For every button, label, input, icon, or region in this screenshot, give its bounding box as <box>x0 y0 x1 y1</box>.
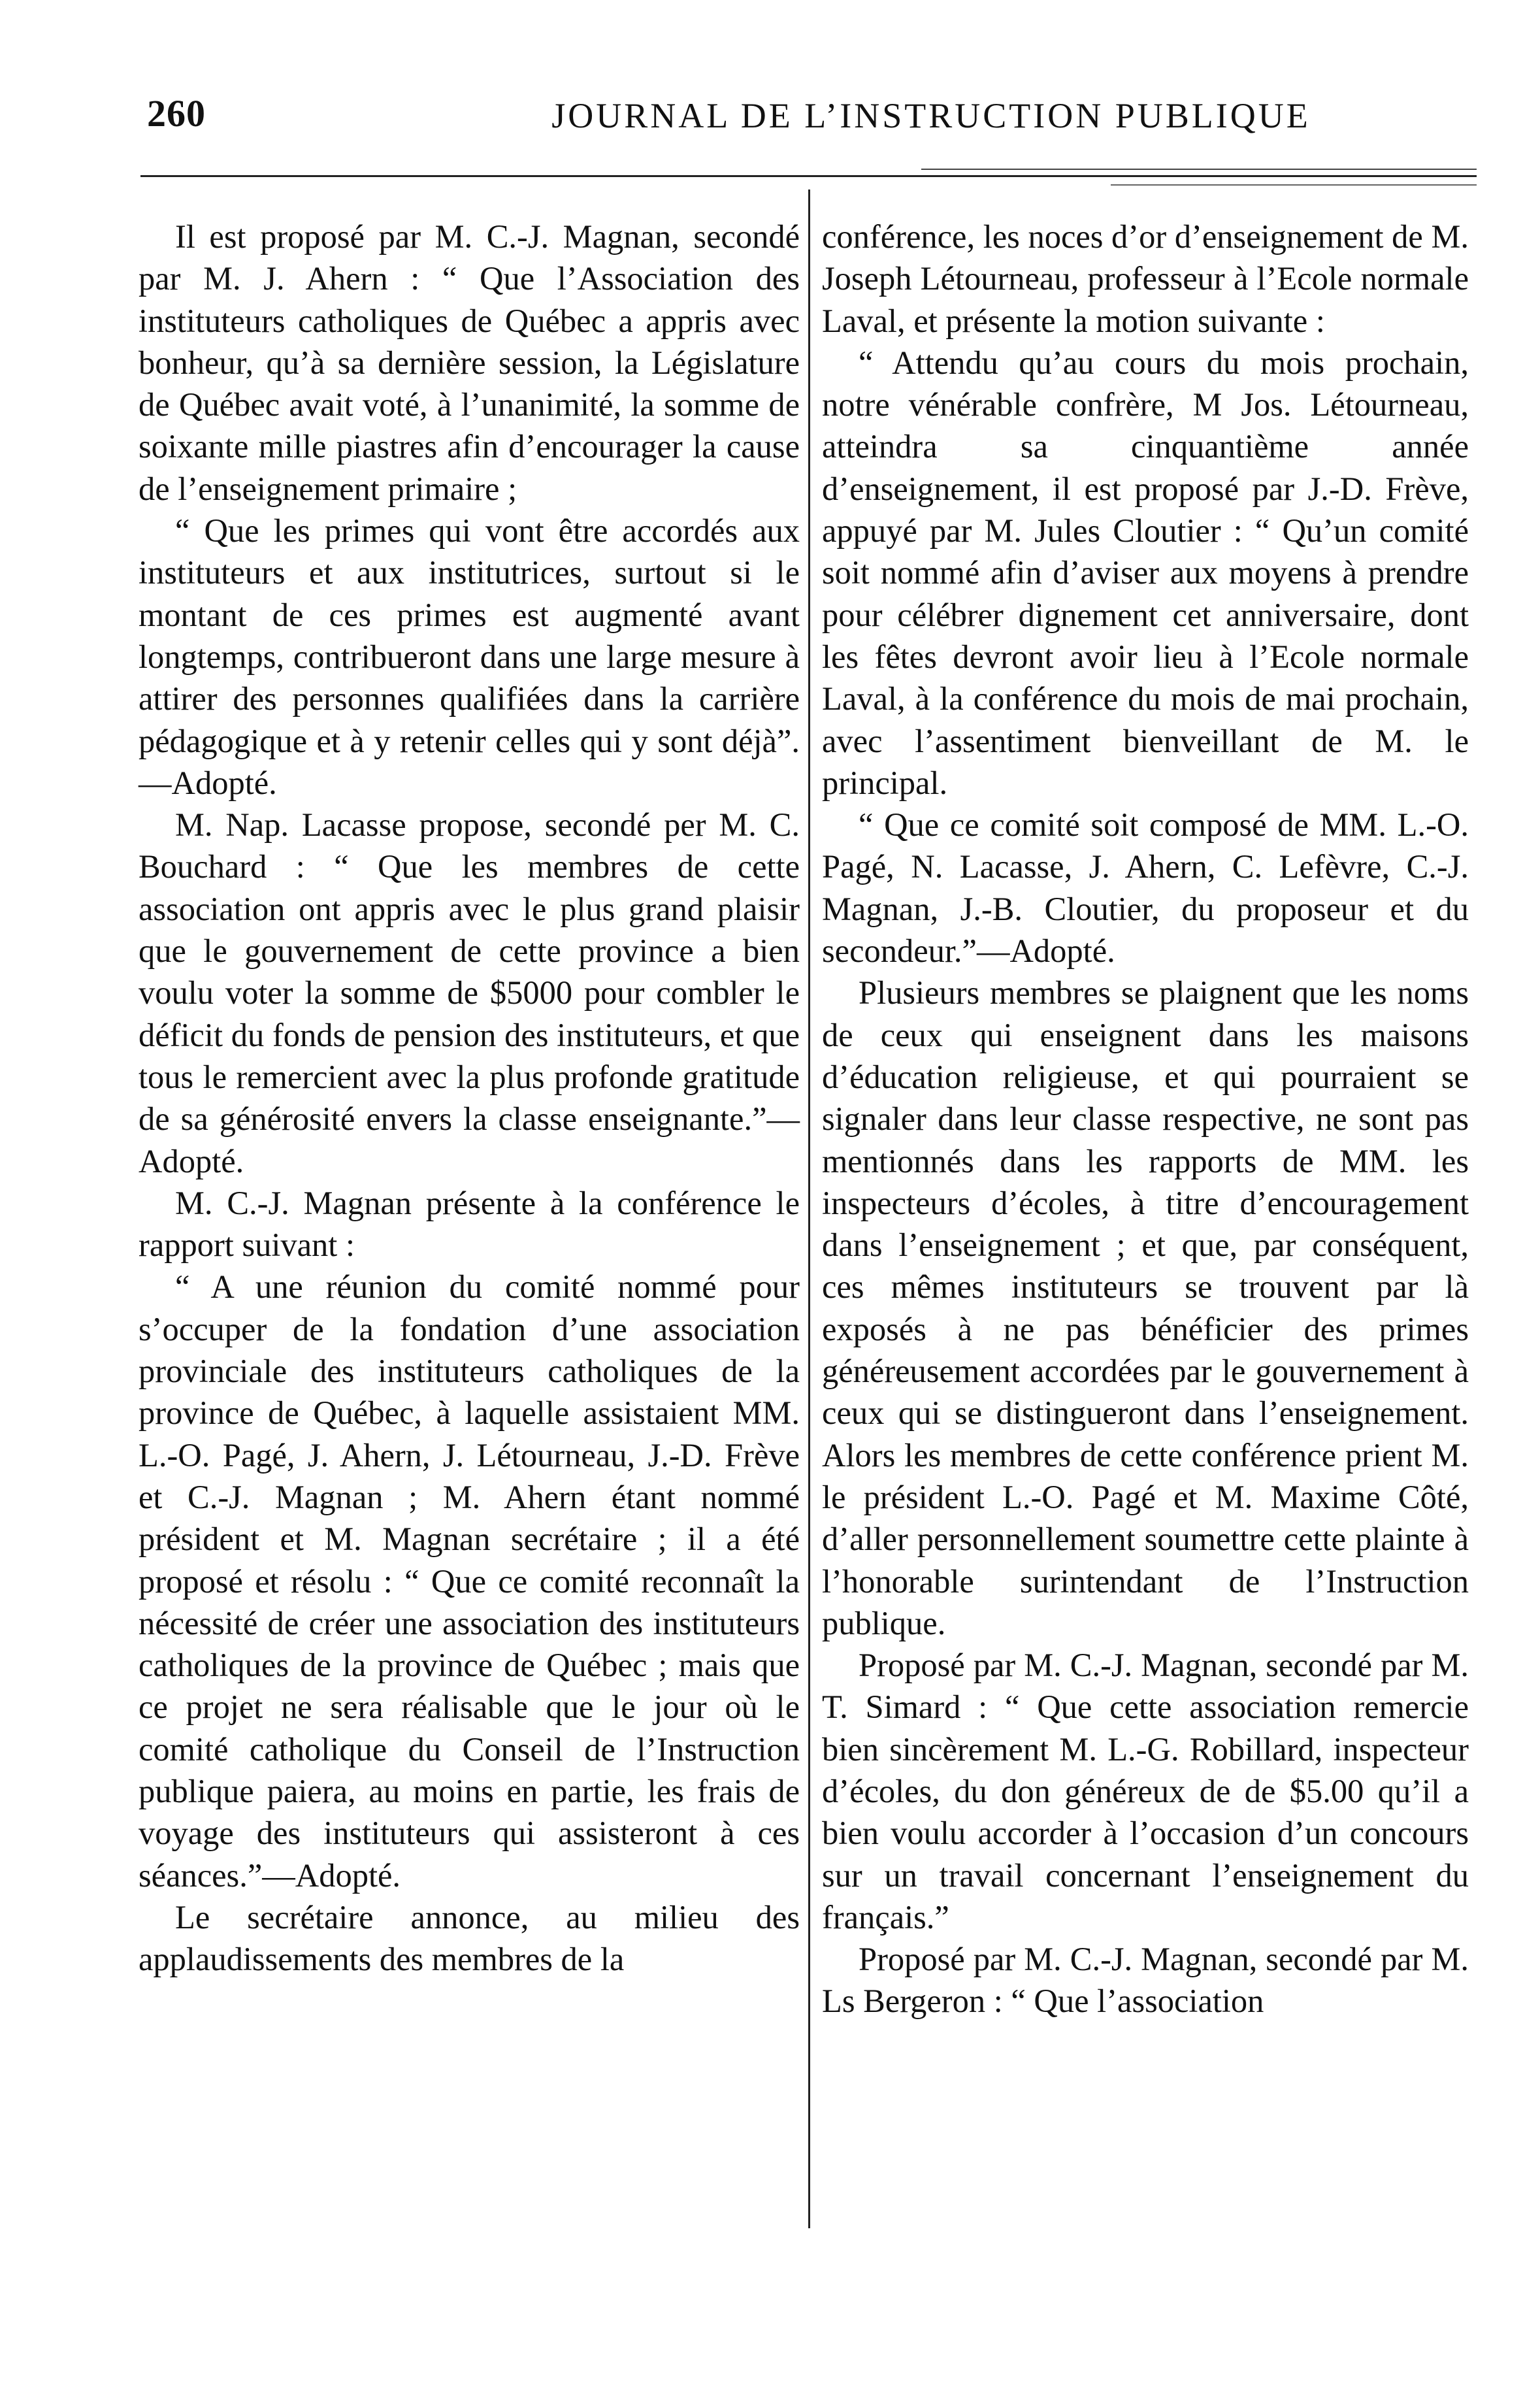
left-column <box>139 216 800 1980</box>
column-divider <box>808 190 810 2228</box>
paragraph: “ A une réunion du comité nommé pour s’occuper de la fondation d’une association provinciale des instituteurs catholiques de la province de Québec, à laquelle assistaient MM. L.-O. Pagé, J. Ahern, J. Létourneau, J.-D. Frève et C.-J. Magnan ; M. Ahern étant nommé président et M. Magnan secrétaire ; il a été proposé et résolu : “ Que ce comité reconnaît la nécessité de créer une association des instituteurs catholiques de la province de Québec ; mais que ce projet ne sera réalisable que le jour où le comité catholique du Conseil de l’Instruction publique paiera, au moins en partie, les frais de voyage des instituteurs qui assisteront à ces séances.”—Adopté. <box>139 1268 800 1894</box>
running-title: JOURNAL DE L’INSTRUCTION PUBLIQUE <box>551 96 1311 135</box>
page-header <box>147 91 1473 150</box>
paragraph: Plusieurs membres se plaignent que les noms de ceux qui enseignent dans les maisons d’éducation religieuse, et qui pourraient se signaler dans leur classe respective, ne sont pas mentionnés dans les rapports de MM. les inspecteurs d’écoles, à titre d’encouragement dans l’enseignement ; et que, par conséquent, ces mêmes instituteurs se trouvent par là exposés à ne pas bénéficier des primes généreusement accordées par le gouvernement à ceux qui se distingueront dans l’enseignement. Alors les membres de cette conférence prient M. le président L.-O. Pagé et M. Maxime Côté, d’aller personnellement soumettre cette plainte à l’honorable surintendant de l’Instruction publique. <box>822 974 1469 1641</box>
paragraph: Le secrétaire annonce, au milieu des applaudissements des membres de la <box>139 1898 800 1978</box>
paragraph: “ Attendu qu’au cours du mois prochain, notre vénérable confrère, M Jos. Létourneau, atteindra sa cinquantième année d’enseignement, il est proposé par J.-D. Frève, appuyé par M. Jules Cloutier : “ Qu’un comité soit nommé afin d’aviser aux moyens à prendre pour célébrer dignement cet anniversaire, dont les fêtes devront avoir lieu à l’Ecole normale Laval, à la conférence du mois de mai prochain, avec l’assentiment bienveillant de M. le principal. <box>822 344 1469 801</box>
header-rule-short <box>1111 184 1477 186</box>
paragraph: “ Que ce comité soit composé de MM. L.-O. Pagé, N. Lacasse, J. Ahern, C. Lefèvre, C.-J. Magnan, J.-B. Cloutier, du proposeur et du secondeur.”—Adopté. <box>822 806 1469 970</box>
paragraph-continued: conférence, les noces d’or d’enseignement de M. Joseph Létourneau, professeur à l’Ecole normale Laval, et présente la motion suivante : <box>822 218 1469 339</box>
paragraph: Il est proposé par M. C.-J. Magnan, secondé par M. J. Ahern : “ Que l’Association des instituteurs catholiques de Québec a appris avec bonheur, qu’à sa dernière session, la Législature de Québec avait voté, à l’unanimité, la somme de soixante mille piastres afin d’encourager la cause de l’enseignement primaire ; <box>139 218 800 507</box>
right-column <box>822 216 1469 2022</box>
header-rule <box>140 175 1477 177</box>
page-number: 260 <box>147 92 206 135</box>
header-rule-thin <box>921 169 1477 170</box>
paragraph: M. Nap. Lacasse propose, secondé per M. C. Bouchard : “ Que les membres de cette association ont appris avec le plus grand plaisir que le gouvernement de cette province a bien voulu voter la somme de $5000 pour combler le déficit du fonds de pension des instituteurs, et que tous le remercient avec la plus profonde gratitude de sa générosité envers la classe enseignante.”—Adopté. <box>139 806 800 1179</box>
paragraph: M. C.-J. Magnan présente à la conférence le rapport suivant : <box>139 1184 800 1264</box>
paragraph: “ Que les primes qui vont être accordés aux instituteurs et aux institutrices, surtout si le montant de ces primes est augmenté avant longtemps, contribueront dans une large mesure à attirer des personnes qualifiées dans la carrière pédagogique et à y retenir celles qui y sont déjà”.—Adopté. <box>139 512 800 801</box>
paragraph: Proposé par M. C.-J. Magnan, secondé par M. T. Simard : “ Que cette association remercie bien sincèrement M. L.-G. Robillard, inspecteur d’écoles, du don généreux de de $5.00 qu’il a bien voulu accorder à l’occasion d’un concours sur un travail concernant l’enseignement du français.” <box>822 1647 1469 1936</box>
paragraph: Proposé par M. C.-J. Magnan, secondé par M. Ls Bergeron : “ Que l’association <box>822 1941 1469 2020</box>
